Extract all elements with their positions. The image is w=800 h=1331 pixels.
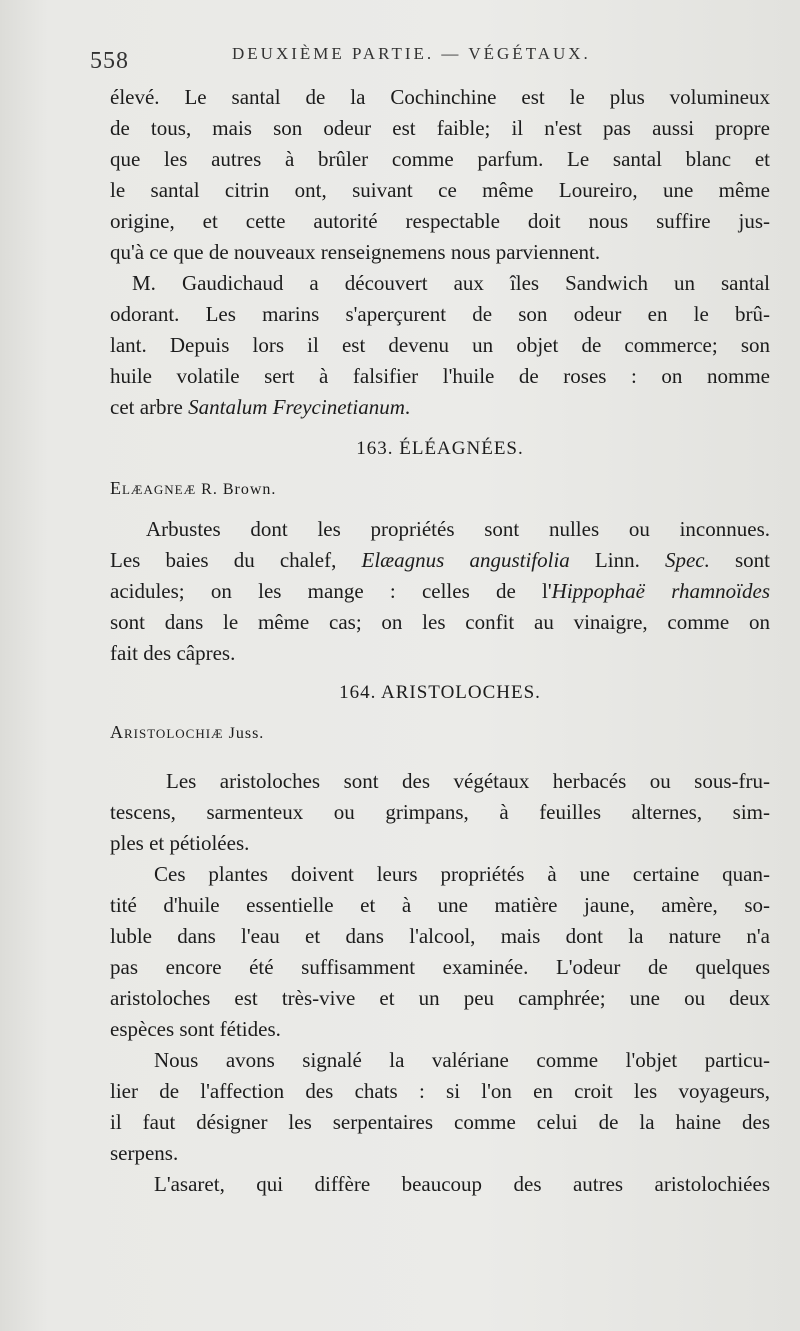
section-heading-164: 164. ARISTOLOCHES. [339,682,541,703]
text-line: Arbustes dont les propriétés sont nulles ou inconnues. [146,517,770,541]
text-line: fait des câpres. [110,641,236,665]
text-line [110,394,770,420]
family-name [110,478,276,499]
section-heading-163: 163. ÉLÉAGNÉES. [356,438,524,459]
text-line: Nous avons signalé la valériane comme l'objet particu- [154,1048,770,1072]
text-line: L'asaret, qui diffère beaucoup des autres aristolochiées [154,1172,770,1196]
text-line: luble dans l'eau et dans l'alcool, mais dont la nature n'a [110,924,770,948]
page-number: 558 [90,48,129,74]
family-name [110,722,264,743]
text-line: M. Gaudichaud a découvert aux îles Sandwich un santal [132,271,770,295]
text-line: pas encore été suffisamment examinée. L'odeur de quelques [110,955,770,979]
latin-name: Santalum Freycinetianum [188,395,405,419]
text-line: de tous, mais son odeur est faible; il n'est pas aussi propre [110,116,770,140]
text-run: cet arbre [110,395,189,419]
text-run: Linn. [569,548,665,572]
text-line: lier de l'affection des chats : si l'on en croit les voyageurs, [110,1079,770,1103]
family-author: Juss. [228,725,265,742]
text-run: acidules; on les mange : celles de l' [110,579,552,603]
latin-name: Elæagnus angustifolia [361,548,570,572]
text-run: . [404,395,411,419]
page-header [90,44,790,80]
text-line [110,547,770,573]
text-line: espèces sont fétides. [110,1017,281,1041]
text-line: huile volatile sert à falsifier l'huile de roses : on nomme [110,364,770,388]
text-line: tescens, sarmenteux ou grimpans, à feuilles alternes, sim- [110,800,770,824]
text-line: sont dans le même cas; on les confit au vinaigre, comme on [110,610,770,634]
family-author: R. Brown. [201,481,277,498]
text-run: sont [709,548,771,572]
latin-name: Hippophaë rhamnoïdes [551,579,770,603]
text-line: lant. Depuis lors il est devenu un objet de commerce; son [110,333,770,357]
text-line [110,578,770,604]
text-line: que les autres à brûler comme parfum. Le santal blanc et [110,147,770,171]
text-line: élevé. Le santal de la Cochinchine est le plus volumineux [110,85,770,109]
text-line: qu'à ce que de nouveaux renseignemens nous parviennent. [110,240,601,264]
text-line: il faut désigner les serpentaires comme celui de la haine des [110,1110,770,1134]
text-line: origine, et cette autorité respectable doit nous suffire jus- [110,209,770,233]
text-line: le santal citrin ont, suivant ce même Loureiro, une même [110,178,770,202]
text-run: Les baies du chalef, [110,548,362,572]
text-line: ples et pétiolées. [110,831,250,855]
family-latin: Elæagneæ [110,478,197,498]
abbrev: Spec. [664,548,710,572]
text-line: aristoloches est très-vive et un peu camphrée; une ou deux [110,986,770,1010]
text-line: serpens. [110,1141,179,1165]
text-line: odorant. Les marins s'aperçurent de son odeur en le brû- [110,302,770,326]
text-line: tité d'huile essentielle et à une matière jaune, amère, so- [110,893,770,917]
running-head: DEUXIÈME PARTIE. — VÉGÉTAUX. [232,44,591,63]
text-line: Les aristoloches sont des végétaux herbacés ou sous-fru- [166,769,770,793]
text-line: Ces plantes doivent leurs propriétés à une certaine quan- [154,862,770,886]
family-latin: Aristolochiæ [110,722,224,742]
